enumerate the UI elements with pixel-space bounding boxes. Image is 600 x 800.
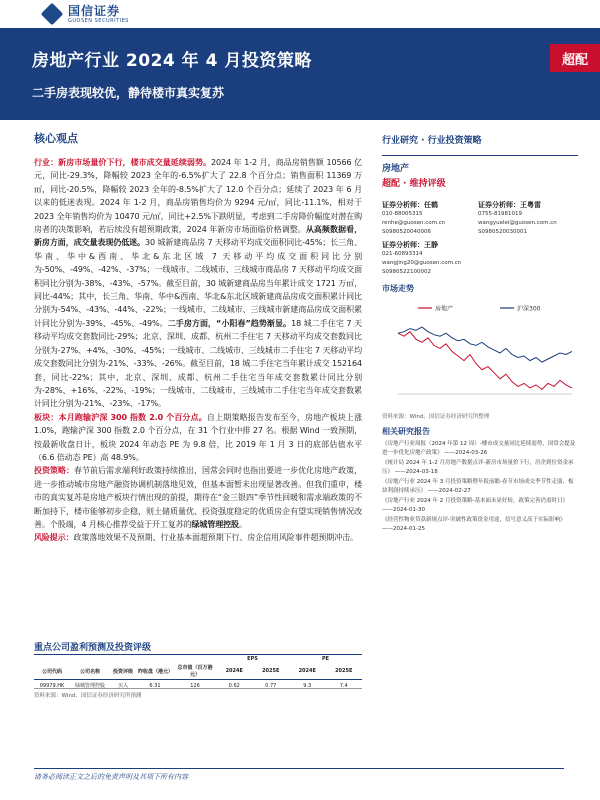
guosen-logo-icon [41, 3, 64, 26]
analyst-card [478, 200, 574, 237]
logo-cn: 国信证券 [68, 3, 121, 18]
table-group-header [34, 655, 362, 664]
table-header-row [34, 663, 362, 680]
table-cell: 0.77 [265, 682, 277, 689]
para-industry-text: 2024 年 1-2 月，商品房销售额 10566 亿元，同比-29.3%，降幅较 2023 全年的-6.5%扩大了 22.8 个百分点；销售面积 11369 万㎡，同比-20.5%，降幅较 2023 全年的-8.5%扩大了 12.0 个百分点；延续了 2023 年 6 月以来的低迷表现。2024 年 1-2 月，商品房销售均价为 9294 元/㎡，同比-11.1%，相对于 2023 全年销售均价为 10470 元/㎡，同比+2.5%下跌明显，考虑到二手房降价幅度对潜在购房者的决策影响，若后续没有超预期政策，2024 年新房市场面临价格调整。 [34, 158, 362, 235]
eps-group-header: EPS [216, 655, 289, 664]
table-cell: 绿城管理控股 [74, 683, 105, 689]
analyst-name: 证券分析师：王粤雷 [478, 201, 541, 209]
rating-badge: 超配 [550, 44, 600, 72]
para-strategy-heading: 投资策略： [34, 466, 75, 476]
col-header: 公司代码 [34, 663, 70, 680]
col-header: 2024E [289, 663, 326, 680]
table-cell: 126 [190, 682, 200, 689]
logo-en: GUOSEN SECURITIES [68, 17, 129, 24]
para-secondhand-text: 18 城二手住宅 7 天移动平均成交套数同比-29%；北京、深圳、成都、杭州二手住宅 7 天移动平均成交套数同比分别为-27%、+4%、-30%、-45%；一线城市、二线城市、三线城市二手住宅 7 天移动平均成交套数同比分别为-21%、-33%、-26%。截至目前，18 城二手住宅当年累计成交 152164 套，同比-22%；其中，北京、深圳、成都、杭州二手住宅当年成交套数累计同比分别为-28%、+16%、-22%、-19%；一线城市、二线城市、三线城市二手住宅当年成交套数累计同比分别为-21%、-23%、-17%。 [34, 318, 363, 409]
report-title: 房地产行业 2024 年 4 月投资策略 [32, 51, 312, 71]
para-newhome-text: 30 城新建商品房 7 天移动平均成交面积同比-45%；长三角、华南、华中&西南、华北&东北区域 7 天移动平均成交面积同比分别为-50%、-49%、-42%、-37%；一线城市、二线城市、三线城市商品房 7 天移动平均成交面积同比分别为-38%、-43%、-57%。截至目前，30 城新建商品房当年累计成交 1721 万㎡，同比-44%；其中，长三角、华南、华中&西南、华北&东北区域新建商品房成交面积累计同比分别为-54%、-43%、-44%、-22%；一线城市、二线城市、三线城市新建商品房成交面积累计同比分别为-39%、-45%、-49%。 [34, 238, 362, 328]
para-strategy-end: 。 [238, 519, 247, 529]
report-subtitle: 二手房表现较优，静待楼市真实复苏 [32, 86, 225, 100]
pe-group-header: PE [289, 655, 362, 664]
related-report-item[interactable]: 《房地产行业周报（2024 年第 12 周）-楼市成交量同比延续弱势，国常会提及进一步优化房地产政策》 ——2024-03-26 [382, 441, 576, 456]
analyst-name: 证券分析师：任鹤 [382, 201, 438, 209]
table-cell: 0.62 [228, 682, 240, 689]
related-report-item[interactable]: 《统计局 2024 年 1-2 月房地产数据点评-新房市场量价下行，房企到位资金承压》 ——2024-03-18 [382, 460, 574, 475]
analyst-card [382, 240, 478, 277]
industry-name: 房地产 [382, 164, 410, 174]
related-report-item[interactable]: 《经营性物业贷款新规点评-突破性政策资金用途，信号意义高于实际影响》 ——2024-01-25 [382, 517, 566, 532]
analyst-email: wangjing20@guosen.com.cn [382, 260, 462, 266]
sidebar [382, 134, 578, 535]
analyst-license: S0980522100002 [382, 269, 431, 275]
para-industry-heading: 行业：新房市场量价下行，楼市成交量延续弱势。 [34, 158, 212, 167]
analyst-row [382, 200, 578, 237]
col-header: 公司名称 [70, 663, 110, 680]
analyst-phone: 010-88005315 [382, 211, 423, 217]
analyst-card [382, 200, 478, 237]
related-report-item[interactable]: 《房地产行业 2024 年 2 月投资策略-基本面未显好转，政策完善仍需时日》 ——2024-01-30 [382, 498, 568, 513]
divider [382, 155, 578, 156]
para-secondhand-heading: 二手房方面，“小阳春”趋势渐显。 [167, 318, 292, 328]
footer-disclaimer: 请务必阅读正文之后的免责声明及其项下所有内容 [34, 768, 564, 782]
core-views-body [34, 156, 362, 545]
table-cell: 买入 [117, 683, 128, 689]
report-category: 行业研究 · 行业投资策略 [382, 136, 482, 146]
recommended-stock: 绿城管理控股 [191, 519, 239, 529]
market-trend-title: 市场走势 [382, 284, 414, 293]
analyst-phone: 0755-81981019 [478, 211, 522, 217]
col-header: 2025E [253, 663, 290, 680]
analyst-license: S0980520040006 [382, 229, 431, 235]
col-header: 2025E [326, 663, 363, 680]
analyst-email: renhe@guosen.com.cn [382, 220, 446, 226]
table-cell: 7.4 [339, 682, 348, 689]
para-highfreq-heading: 从高频数据看，新房方面，成交量表现仍低迷。 [34, 225, 362, 248]
analyst-license: S0980520030001 [478, 229, 527, 235]
related-reports-title: 相关研究报告 [382, 427, 430, 436]
core-views [34, 130, 362, 545]
table-cell: 6.31 [149, 682, 161, 689]
core-views-title: 核心观点 [34, 132, 78, 145]
related-reports-list [382, 440, 578, 533]
para-strategy-text: 春节前后需求端利好政策持续推出，国常会同时也指出要进一步优化房地产政策，进一步推动城市房地产融资协调机制落地见效，但基本面暂未出现显著改善。但我们重申，楼市的真实复苏是房地产板块行情出现的前提，期待在“金三银四”季节性回暖和需求端政策的不断加持下，楼市能够初步企稳，则土储质量优、投资强度稳定的优质房企有望实现销售情况改善。个股端，4 月核心推荐受益于开工复苏的 [34, 466, 362, 529]
analyst-email: wangyuelei@guosen.com.cn [478, 220, 557, 226]
title-banner [0, 28, 600, 120]
table-title: 重点公司盈利预测及投资评级 [34, 643, 152, 653]
para-risk-text: 政策落地效果不及预期、行业基本面超预期下行、房企信用风险事件超预期冲击。 [73, 533, 358, 543]
legend-label-realestate: 房地产 [435, 305, 454, 313]
chart-source: 资料来源：Wind、国信证券经济研究所整理 [382, 414, 490, 420]
col-header: 昨收盘（港元） [136, 663, 174, 680]
col-header: 总市值（百万港元） [174, 663, 216, 680]
col-header: 2024E [216, 663, 253, 680]
table-cell: 09979.HK [39, 682, 65, 689]
earnings-forecast-table [34, 654, 362, 691]
market-trend-chart [382, 294, 578, 406]
analyst-phone: 021-60893314 [382, 251, 423, 257]
para-risk-heading: 风险提示： [34, 533, 74, 543]
legend-label-csi300: 沪深300 [517, 305, 541, 313]
analyst-name: 证券分析师：王静 [382, 241, 438, 249]
related-report-item[interactable]: 《房地产行业 2024 年 3 月投资策略暨年报前瞻-春节市场成交季节性走弱，板块利润持续承压》 ——2024-02-27 [382, 479, 574, 494]
para-sector-text: 自上期策略报告发布至今，房地产板块上涨 1.0%，跑输沪深 300 指数 2.0 个百分点，在 31 个行业中排 27 名。根据 Wind 一致预期，按最新收盘日计，板块 2024 年动态 PE 为 9.8 倍，比 2019 年 1 月 3 日的底部估值水平（6.6 倍动态 PE）高 48.9%。 [34, 412, 362, 462]
industry-rating: 超配 · 维持评级 [382, 179, 446, 189]
table-source: 资料来源：Wind、国信证券经济研究所预测 [34, 688, 362, 699]
para-sector-heading: 板块：本月跑输沪深 300 指数 2.0 个百分点。 [34, 412, 207, 422]
table-cell: 9.3 [303, 682, 312, 689]
logo [44, 0, 129, 28]
col-header: 投资评级 [110, 663, 136, 680]
